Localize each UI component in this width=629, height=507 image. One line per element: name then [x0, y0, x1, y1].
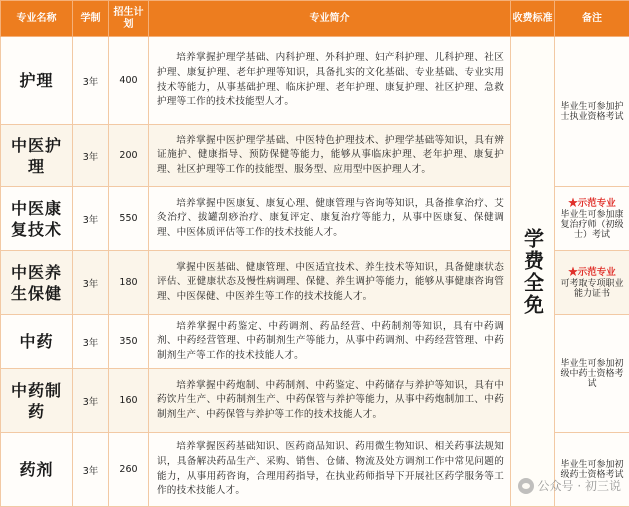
major-plan: 200 [109, 125, 149, 187]
major-name: 护理 [1, 37, 73, 125]
major-plan: 400 [109, 37, 149, 125]
note-cell [555, 315, 629, 433]
header-plan: 招生计划 [109, 1, 149, 37]
watermark [518, 477, 621, 494]
major-name: 中医护理 [1, 125, 73, 187]
note-text: 毕业生可参加初级中药士资格考试 [558, 359, 626, 389]
major-year: 3年 [73, 251, 109, 315]
major-year: 3年 [73, 187, 109, 251]
note-text: 可考取专项职业能力证书 [558, 279, 626, 299]
header-note: 备注 [555, 1, 629, 37]
major-name: 中药 [1, 315, 73, 369]
note-cell [555, 187, 629, 251]
major-name: 药剂 [1, 433, 73, 507]
note-cell [555, 433, 629, 507]
header-fee: 收费标准 [511, 1, 555, 37]
major-year: 3年 [73, 433, 109, 507]
table-row [1, 37, 629, 125]
star-label: ★示范专业 [558, 198, 626, 210]
major-year: 3年 [73, 369, 109, 433]
header-intro: 专业简介 [149, 1, 511, 37]
watermark-text: 公众号 · 初三说 [538, 477, 621, 494]
major-intro: 培养掌握中药鉴定、中药调剂、药品经营、中药制剂等知识，具有中药调剂、中药经营管理、中药制剂生产等能力，从事中药调剂、中药经营管理、中药制剂生产等工作的技术技能人才。 [149, 315, 511, 369]
major-intro: 培养掌握医药基础知识、医药商品知识、药用微生物知识、相关药事法规知识，具备解决药品生产、采购、销售、仓储、物流及处方调剂工作中常见问题的能力，从事用药咨询，合理用药指导，在执业药师指导下开展社区药学服务等工作的技术技能人才。 [149, 433, 511, 507]
note-text: 毕业生可参加初级药士资格考试 [558, 460, 626, 480]
major-intro: 培养掌握中医护理学基础、中医特色护理技术、护理学基础等知识，具有辨证施护、健康指导、预防保健等能力，能够从事临床护理、老年护理、康复护理、社区护理等工作的技能型、服务型、应用型中医护理人才。 [149, 125, 511, 187]
major-plan: 350 [109, 315, 149, 369]
fee-cell: 学费全免 [511, 37, 555, 507]
major-plan: 180 [109, 251, 149, 315]
major-intro: 培养掌握中药炮制、中药制剂、中药鉴定、中药储存与养护等知识，具有中药饮片生产、中药制剂生产、中药保管与养护等能力，从事中药炮制加工、中药制剂生产、中药保管与养护等工作的技术技能人才。 [149, 369, 511, 433]
major-plan: 260 [109, 433, 149, 507]
wechat-icon [518, 478, 534, 494]
star-label: ★示范专业 [558, 267, 626, 279]
major-name: 中药制药 [1, 369, 73, 433]
major-intro: 培养掌握护理学基础、内科护理、外科护理、妇产科护理、儿科护理、社区护理、康复护理、老年护理等知识，具备扎实的文化基础、专业基础、专业实用技术等能力，从事基础护理、临床护理、老年护理、康复护理、社区护理、急救护理等工作的技术技能型人才。 [149, 37, 511, 125]
major-plan: 550 [109, 187, 149, 251]
major-intro: 掌握中医基础、健康管理、中医适宜技术、养生技术等知识，具备健康状态评估、亚健康状态及慢性病调理、保健、养生调护等能力，能够从事健康咨询管理、中医保健、中医养生等工作的技术技能人才。 [149, 251, 511, 315]
major-plan: 160 [109, 369, 149, 433]
note-cell [555, 37, 629, 187]
note-text: 毕业生可参加康复治疗师（初级士）考试 [558, 210, 626, 240]
major-year: 3年 [73, 315, 109, 369]
major-intro: 培养掌握中医康复、康复心理、健康管理与咨询等知识，具备推拿治疗、艾灸治疗、拔罐刮痧治疗、康复评定、康复治疗等能力，从事中医康复、保健调理、中医体质评估等工作的技术技能人才。 [149, 187, 511, 251]
note-cell [555, 251, 629, 315]
major-year: 3年 [73, 125, 109, 187]
header-row [1, 1, 629, 37]
major-year: 3年 [73, 37, 109, 125]
header-year: 学制 [73, 1, 109, 37]
note-text: 毕业生可参加护士执业资格考试 [558, 102, 626, 122]
major-name: 中医康复技术 [1, 187, 73, 251]
header-name: 专业名称 [1, 1, 73, 37]
major-name: 中医养生保健 [1, 251, 73, 315]
